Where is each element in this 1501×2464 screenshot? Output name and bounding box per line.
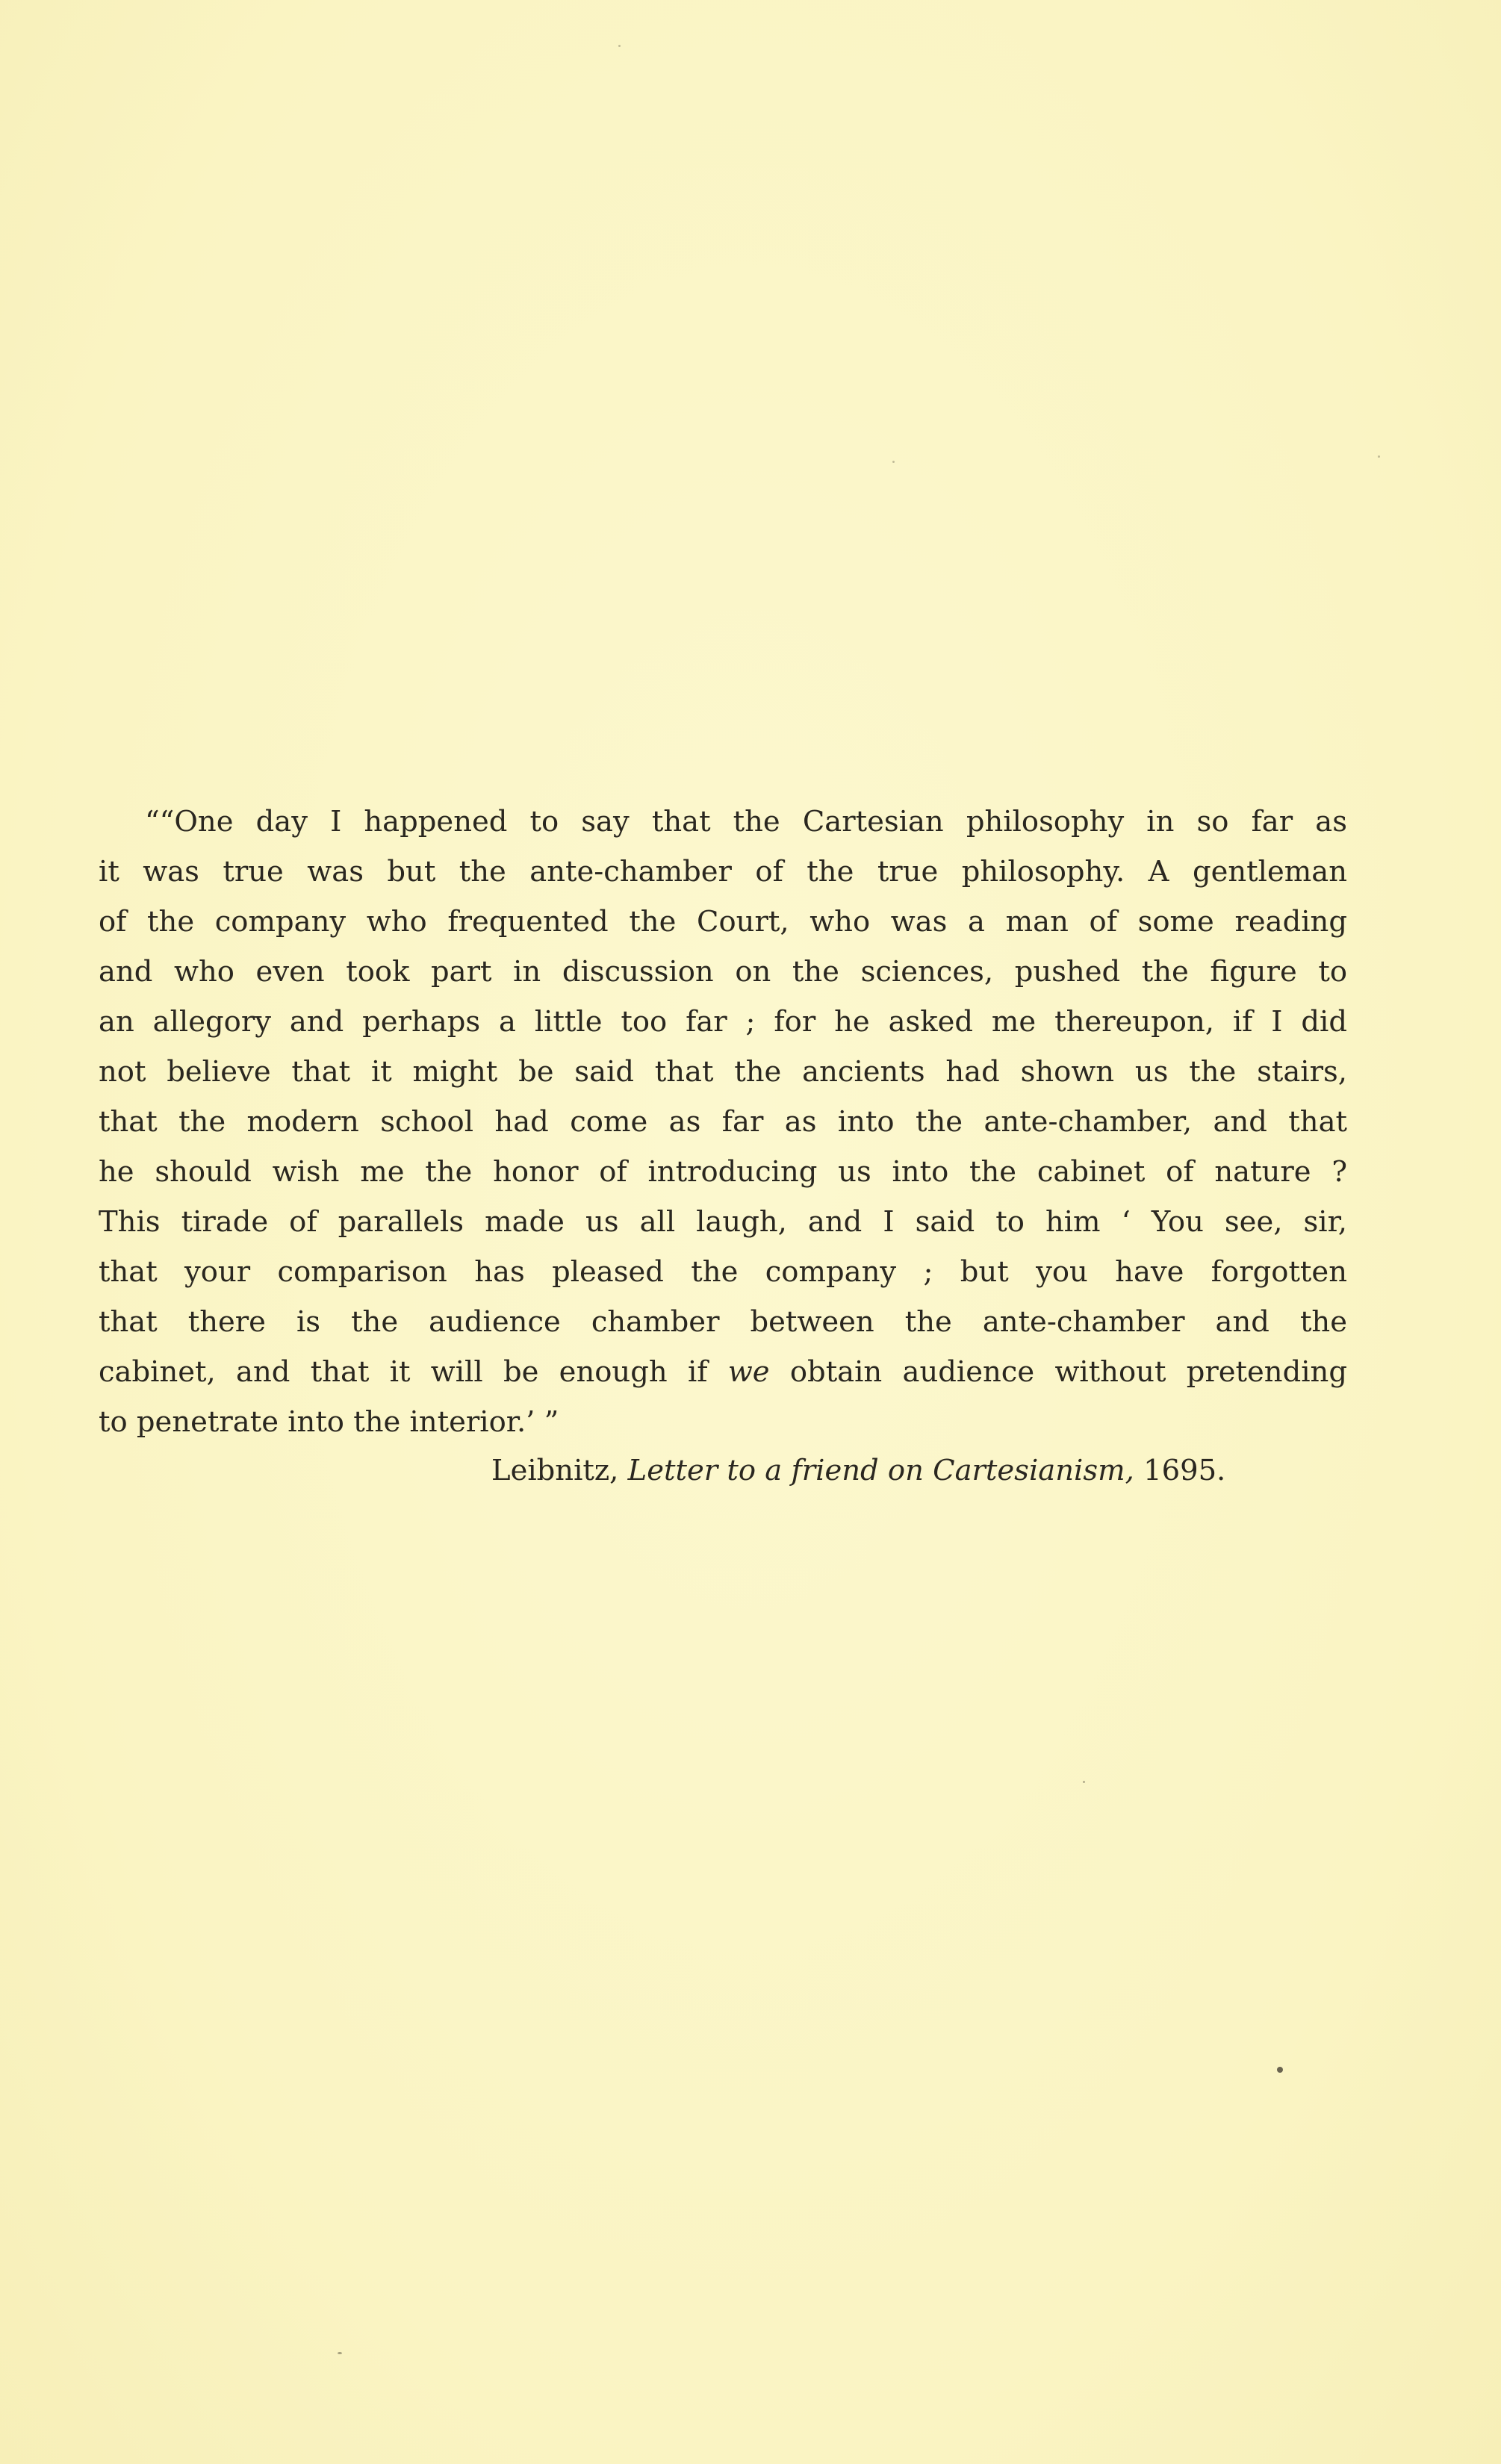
- quote-line: of the company who frequented the Court, who was a man of some reading: [99, 905, 1347, 939]
- quote-line: to penetrate into the interior.’ ”: [99, 1405, 559, 1439]
- quote-line: he should wish me the honor of introducing us into the cabinet of nature ?: [99, 1155, 1347, 1189]
- paper-speck: [618, 45, 621, 47]
- quote-line: This tirade of parallels made us all laugh, and I said to him ‘ You see, sir,: [99, 1205, 1347, 1239]
- attribution-author: Leibnitz,: [491, 1454, 619, 1487]
- quote-line-end: obtain audience without pretending: [789, 1355, 1347, 1389]
- paper-speck: [1083, 1781, 1085, 1783]
- attribution: [491, 1449, 1225, 1493]
- emphasis-word: we: [727, 1355, 770, 1389]
- quote-block: [99, 797, 1347, 1447]
- quote-line: that your comparison has pleased the company ; but you have forgotten: [99, 1255, 1347, 1289]
- paper-speck: [1277, 2067, 1283, 2073]
- paper-speck: [892, 461, 895, 463]
- paper-speck: [338, 2352, 342, 2354]
- paper-speck: [1378, 455, 1380, 458]
- quote-line: and who even took part in discussion on the sciences, pushed the figure to: [99, 955, 1347, 989]
- attribution-work: Letter to a friend on Cartesianism,: [627, 1454, 1134, 1487]
- quote-line: ““One day I happened to say that the Cartesian philosophy in so far as: [145, 805, 1347, 839]
- quote-line: not believe that it might be said that the ancients had shown us the stairs,: [99, 1055, 1347, 1089]
- quote-line: that the modern school had come as far as into the ante-chamber, and that: [99, 1105, 1347, 1139]
- quote-line: it was true was but the ante-chamber of the true philosophy. A gentleman: [99, 855, 1347, 889]
- quote-line: that there is the audience chamber between the ante-chamber and the: [99, 1305, 1347, 1339]
- quote-line-start: cabinet, and that it will be enough if: [99, 1355, 708, 1389]
- quote-line-mixed: [99, 1347, 1347, 1397]
- quote-line: an allegory and perhaps a little too far ; for he asked me thereupon, if I did: [99, 1005, 1347, 1039]
- attribution-year: 1695.: [1143, 1454, 1226, 1487]
